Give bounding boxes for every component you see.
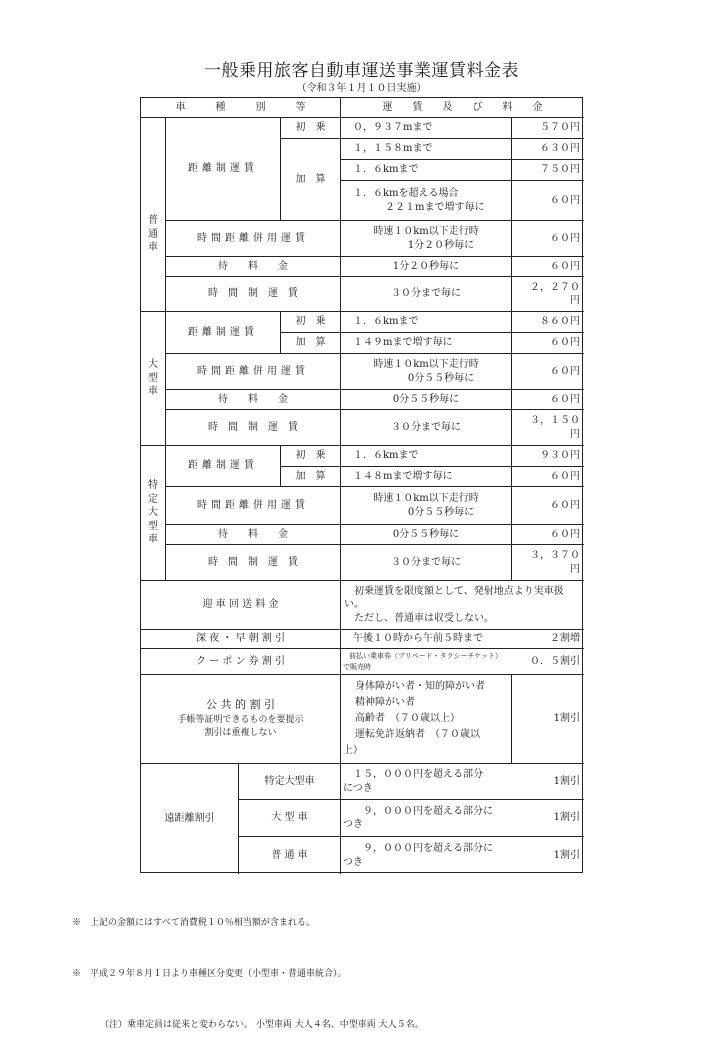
tokutei-hatsunori-price: ９３０円 bbox=[512, 446, 584, 467]
tokutei-kasan-desc: １４８mまで増す毎に bbox=[341, 467, 512, 487]
futsu-kasan3-price: ６０円 bbox=[512, 181, 584, 221]
futsu-jikan-kyori-label: 時間距離併用運賃 bbox=[166, 221, 341, 257]
futsu-machi-desc: 1分２０秒毎に bbox=[341, 257, 512, 277]
ogata-kasan-desc: １４９mまで増す毎に bbox=[341, 333, 512, 354]
shinya-label: 深 夜 ・ 早 朝 割 引 bbox=[141, 630, 341, 649]
tokutei-label: 特 定 大 型 車 bbox=[141, 446, 166, 581]
futsu-kasan2-desc: １．６kmまで bbox=[341, 160, 512, 181]
page-title: 一般乗用旅客自動車運送事業運賃料金表 bbox=[204, 61, 519, 81]
tokutei-jikan-kyori-price: ６０円 bbox=[512, 487, 584, 525]
ogata-machi-price: ６０円 bbox=[512, 390, 584, 410]
ogata-machi-label: 待 料 金 bbox=[166, 390, 341, 410]
ogata-kyori-label: 距離制運賃 bbox=[166, 312, 281, 354]
enkyori-desc-ogata: ９，０００円を超える部分に つき bbox=[343, 805, 493, 830]
ogata-jikan-kyori-label: 時間距離併用運賃 bbox=[166, 354, 341, 390]
tokutei-hatsunori-label: 初 乗 bbox=[281, 446, 341, 467]
shinya-value: ２割増 bbox=[550, 633, 580, 645]
enkyori-label: 遠距離割引 bbox=[141, 764, 239, 874]
tokutei-kasan-price: ６０円 bbox=[512, 467, 584, 487]
header-vehicle-type: 車 種 別 等 bbox=[141, 98, 341, 118]
enkyori-type-futsu: 普 通 車 bbox=[239, 837, 341, 874]
tokutei-machi-label: 待 料 金 bbox=[166, 525, 341, 545]
ogata-hatsunori-desc: １．６kmまで bbox=[341, 312, 512, 333]
enkyori-row-ogata bbox=[341, 800, 584, 837]
geisha-label: 迎 車 回 送 料 金 bbox=[141, 581, 341, 630]
coupon-value: ０．５割引 bbox=[530, 655, 580, 667]
effective-date: （令和３年１月１０日実施） bbox=[296, 83, 427, 94]
futsu-hatsunori-desc: ０，９３７mまで bbox=[341, 118, 512, 139]
futsu-machi-price: ６０円 bbox=[512, 257, 584, 277]
futsu-kasan2-price: ７５０円 bbox=[512, 160, 584, 181]
tokutei-kyori-label: 距離制運賃 bbox=[166, 446, 281, 487]
futsu-hatsunori-label: 初 乗 bbox=[281, 118, 341, 139]
tokutei-jikan-kyori-desc: 時速１０km以下走行時 0分５５秒毎に bbox=[341, 487, 512, 525]
ogata-jikansei-price: ３，１５０ 円 bbox=[512, 410, 584, 446]
tokutei-machi-desc: 0分５５秒毎に bbox=[341, 525, 512, 545]
kokyo-label: 公 共 的 割 引 手帳等証明できるものを要提示 割引は重複しない bbox=[141, 675, 341, 764]
tokutei-kasan-label: 加 算 bbox=[281, 467, 341, 487]
futsu-kyori-label: 距離制運賃 bbox=[166, 118, 281, 221]
header-fares: 運 賃 及 び 料 金 bbox=[341, 98, 584, 118]
enkyori-type-ogata: 大 型 車 bbox=[239, 800, 341, 837]
fare-table bbox=[140, 97, 583, 873]
ogata-kasan-price: ６０円 bbox=[512, 333, 584, 354]
kokyo-value: 1割引 bbox=[512, 675, 584, 764]
futsu-jikansei-desc: ３０分まで毎に bbox=[341, 277, 512, 312]
ogata-jikansei-desc: ３０分まで毎に bbox=[341, 410, 512, 446]
enkyori-row-futsu bbox=[341, 837, 584, 874]
shinya-row bbox=[341, 630, 584, 649]
futsu-jikan-kyori-price: ６０円 bbox=[512, 221, 584, 257]
enkyori-desc-tokutei: １５，０００円を超える部分 につき bbox=[343, 769, 483, 794]
ogata-hatsunori-label: 初 乗 bbox=[281, 312, 341, 333]
ogata-label: 大 型 車 bbox=[141, 312, 166, 446]
futsu-kasan1-price: ６３０円 bbox=[512, 139, 584, 160]
futsu-kasan1-desc: １，１５８mまで bbox=[341, 139, 512, 160]
ogata-hatsunori-price: ８６０円 bbox=[512, 312, 584, 333]
footnotes bbox=[72, 881, 424, 1051]
ogata-jikan-kyori-price: ６０円 bbox=[512, 354, 584, 390]
footnote-tax: ※ 上記の金額にはすべて消費税１０％相当額が含まれる。 bbox=[72, 918, 315, 928]
tokutei-jikansei-price: ３，３７０ 円 bbox=[512, 545, 584, 581]
futsu-machi-label: 待 料 金 bbox=[166, 257, 341, 277]
coupon-row bbox=[341, 649, 584, 675]
tokutei-hatsunori-desc: １．６kmまで bbox=[341, 446, 512, 467]
coupon-desc: 前払い乗車券（プリペード・タクシーチケット） で販売時 bbox=[343, 652, 502, 671]
kokyo-items: 身体障がい者・知的障がい者 精神障がい者 高齢者 （７０歳以上） 運転免許返納者 （７０歳以 上） bbox=[341, 675, 512, 764]
futsu-jikansei-price: ２，２７０ 円 bbox=[512, 277, 584, 312]
ogata-machi-desc: 0分５５秒毎に bbox=[341, 390, 512, 410]
tokutei-jikan-kyori-label: 時間距離併用運賃 bbox=[166, 487, 341, 525]
futsu-label: 普 通 車 bbox=[141, 118, 166, 312]
coupon-label: ク ー ポ ン 券 割 引 bbox=[141, 649, 341, 675]
enkyori-desc-futsu: ９，０００円を超える部分に つき bbox=[343, 843, 493, 868]
ogata-jikansei-label: 時 間 制 運 賃 bbox=[166, 410, 341, 446]
futsu-kasan-label: 加 算 bbox=[281, 139, 341, 221]
enkyori-type-tokutei: 特定大型車 bbox=[239, 764, 341, 800]
enkyori-row-tokutei bbox=[341, 764, 584, 800]
tokutei-jikansei-desc: ３０分まで毎に bbox=[341, 545, 512, 581]
futsu-jikansei-label: 時 間 制 運 賃 bbox=[166, 277, 341, 312]
futsu-kasan3-desc: １．６kmを超える場合 ２２１mまで増す毎に bbox=[341, 181, 512, 221]
futsu-jikan-kyori-desc: 時速１０km以下走行時 1分２０秒毎に bbox=[341, 221, 512, 257]
enkyori-value-futsu: 1割引 bbox=[553, 849, 580, 861]
ogata-kasan-label: 加 算 bbox=[281, 333, 341, 354]
tokutei-jikansei-label: 時 間 制 運 賃 bbox=[166, 545, 341, 581]
ogata-jikan-kyori-desc: 時速１０km以下走行時 0分５５秒毎に bbox=[341, 354, 512, 390]
enkyori-value-ogata: 1割引 bbox=[553, 812, 580, 824]
futsu-hatsunori-price: ５７０円 bbox=[512, 118, 584, 139]
shinya-desc: 午後１０時から午前５時まで bbox=[353, 633, 483, 645]
tokutei-machi-price: ６０円 bbox=[512, 525, 584, 545]
footnote-category-change: ※ 平成２９年８月１日より車種区分変更（小型車・普通車統合）。 bbox=[72, 969, 347, 979]
footnote-capacity: （注）乗車定員は従来と変わらない。 小型車両 大人４名、中型車両 大人５名。 bbox=[100, 1020, 424, 1030]
enkyori-value-tokutei: 1割引 bbox=[553, 775, 580, 787]
geisha-desc: 初乗運賃を限度額として、発射地点より実車扱 い。 ただし、普通車は収受しない。 bbox=[341, 581, 584, 630]
